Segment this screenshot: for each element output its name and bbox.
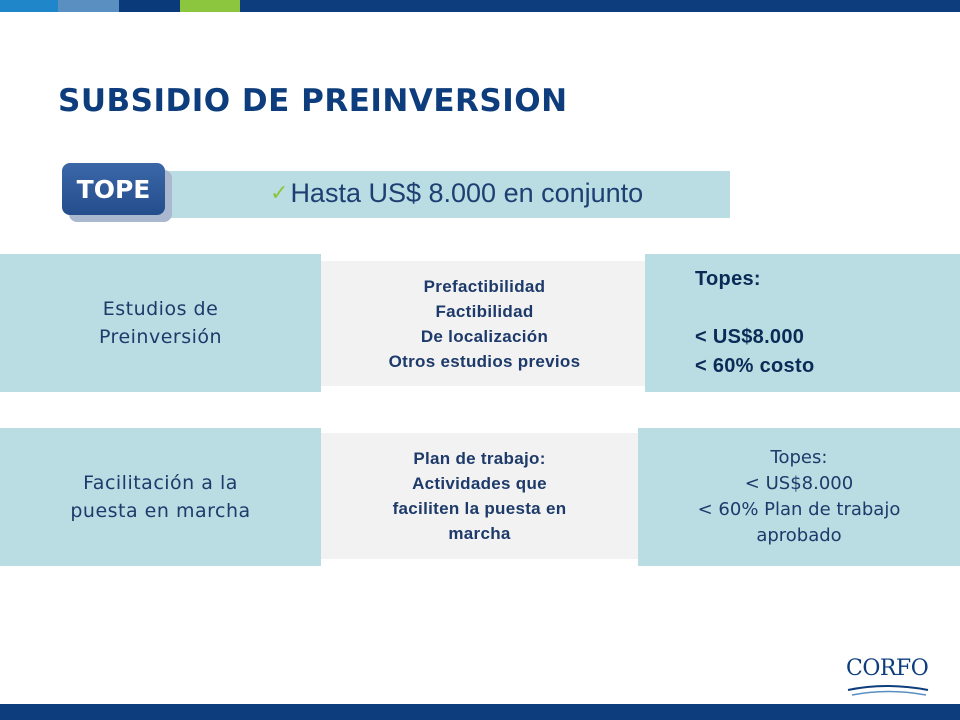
list-item: Actividades que <box>412 474 547 493</box>
topes-value: aprobado <box>756 525 842 546</box>
facilitacion-label <box>0 428 321 566</box>
bottom-decorative-bar <box>0 704 960 720</box>
topes-heading: Topes: <box>770 447 828 468</box>
corfo-logo-text: CORFO <box>846 656 929 681</box>
label-line: Preinversión <box>98 326 223 348</box>
estudios-topes-box <box>645 254 960 392</box>
check-icon: ✓ <box>270 181 289 206</box>
list-item: faciliten la puesta en <box>392 499 567 518</box>
label-line: Facilitación a la <box>83 472 238 494</box>
topes-value: < 60% costo <box>695 355 815 377</box>
tope-text <box>270 178 643 209</box>
slide-title: SUBSIDIO DE PREINVERSION <box>58 83 568 119</box>
estudios-items-list <box>321 261 648 386</box>
topes-value: < US$8.000 <box>695 326 805 348</box>
tope-badge: TOPE <box>62 163 165 215</box>
tope-amount-text: Hasta US$ 8.000 en conjunto <box>290 178 644 208</box>
list-item: marcha <box>448 524 511 543</box>
estudios-preinversion-label <box>0 254 321 392</box>
topes-value: < US$8.000 <box>744 473 854 494</box>
top-decorative-bar <box>0 0 960 12</box>
facilitacion-items-list <box>321 433 638 559</box>
topes-value: < 60% Plan de trabajo <box>697 499 901 520</box>
list-item: Otros estudios previos <box>388 351 581 371</box>
corfo-logo <box>846 656 930 698</box>
list-item: De localización <box>420 326 549 346</box>
logo-swoosh-icon <box>846 682 930 698</box>
list-item: Plan de trabajo: <box>413 449 546 468</box>
topes-heading: Topes: <box>695 268 761 290</box>
list-item: Prefactibilidad <box>423 276 546 296</box>
label-line: puesta en marcha <box>70 500 251 522</box>
list-item: Factibilidad <box>435 301 534 321</box>
label-line: Estudios de <box>102 298 219 320</box>
facilitacion-topes-box <box>638 428 960 566</box>
